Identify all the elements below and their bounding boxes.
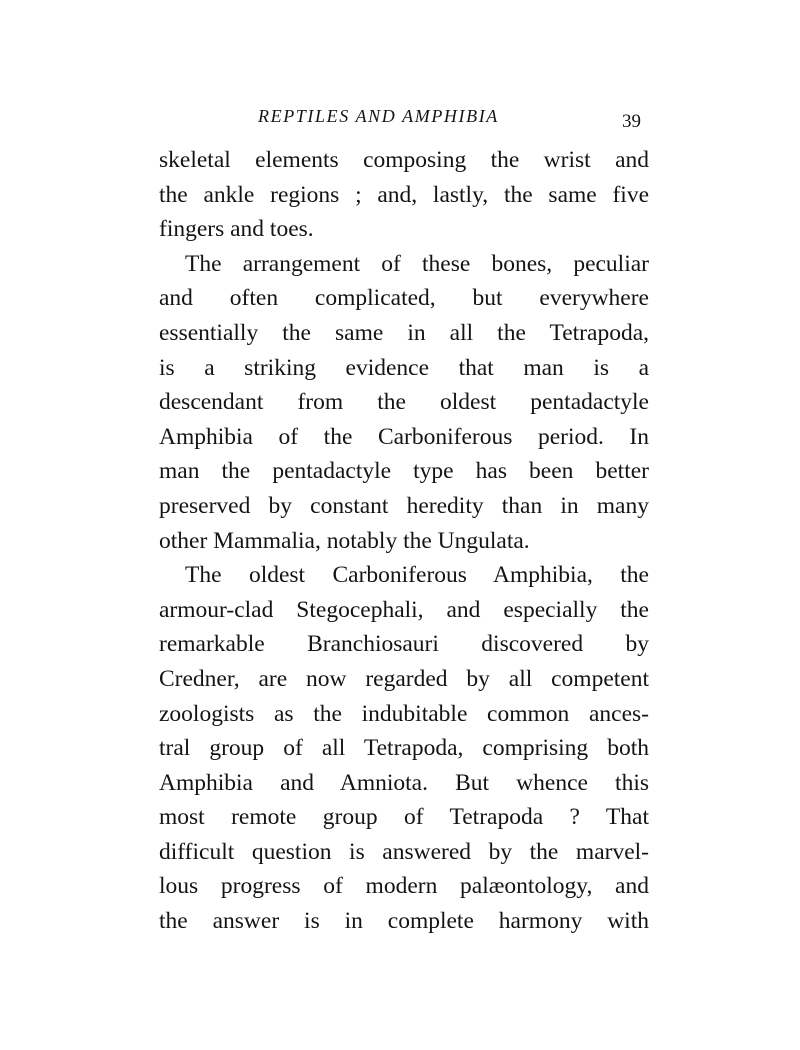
text-line: other Mammalia, notably the Ungulata.	[159, 527, 530, 554]
paragraph-first-line: The oldest Carboniferous Amphibia, the	[185, 562, 649, 589]
text-line: and often complicated, but everywhere	[159, 285, 649, 312]
page-number: 39	[622, 111, 641, 132]
text-line: zoologists as the indubitable common ances-	[159, 700, 649, 727]
text-line: tral group of all Tetrapoda, comprising both	[159, 735, 649, 762]
text-line: preserved by constant heredity than in many	[159, 492, 649, 519]
text-line: skeletal elements composing the wrist and	[159, 147, 649, 173]
text-line: man the pentadactyle type has been better	[159, 458, 649, 485]
running-head	[0, 104, 800, 134]
text-line: fingers and toes.	[159, 216, 314, 243]
text-line: lous progress of modern palæontology, and	[159, 873, 649, 900]
text-line: most remote group of Tetrapoda ? That	[159, 804, 649, 831]
paragraph-first-line: The arrangement of these bones, peculiar	[185, 250, 649, 277]
text-line: difficult question is answered by the marvel-	[159, 838, 649, 865]
text-line: the ankle regions ; and, lastly, the same five	[159, 181, 649, 208]
text-line: Amphibia and Amniota. But whence this	[159, 769, 649, 796]
text-line: remarkable Branchiosauri discovered by	[159, 631, 649, 658]
text-line: descendant from the oldest pentadactyle	[159, 389, 649, 416]
text-line: armour-clad Stegocephali, and especially the	[159, 596, 649, 623]
text-line: essentially the same in all the Tetrapoda,	[159, 319, 649, 346]
text-line: Credner, are now regarded by all competent	[159, 665, 649, 692]
text-line: Amphibia of the Carboniferous period. In	[159, 423, 649, 450]
running-title: REPTILES AND AMPHIBIA	[258, 106, 499, 126]
body-text	[159, 143, 649, 939]
text-line: the answer is in complete harmony with	[159, 908, 649, 935]
text-line: is a striking evidence that man is a	[159, 354, 649, 381]
